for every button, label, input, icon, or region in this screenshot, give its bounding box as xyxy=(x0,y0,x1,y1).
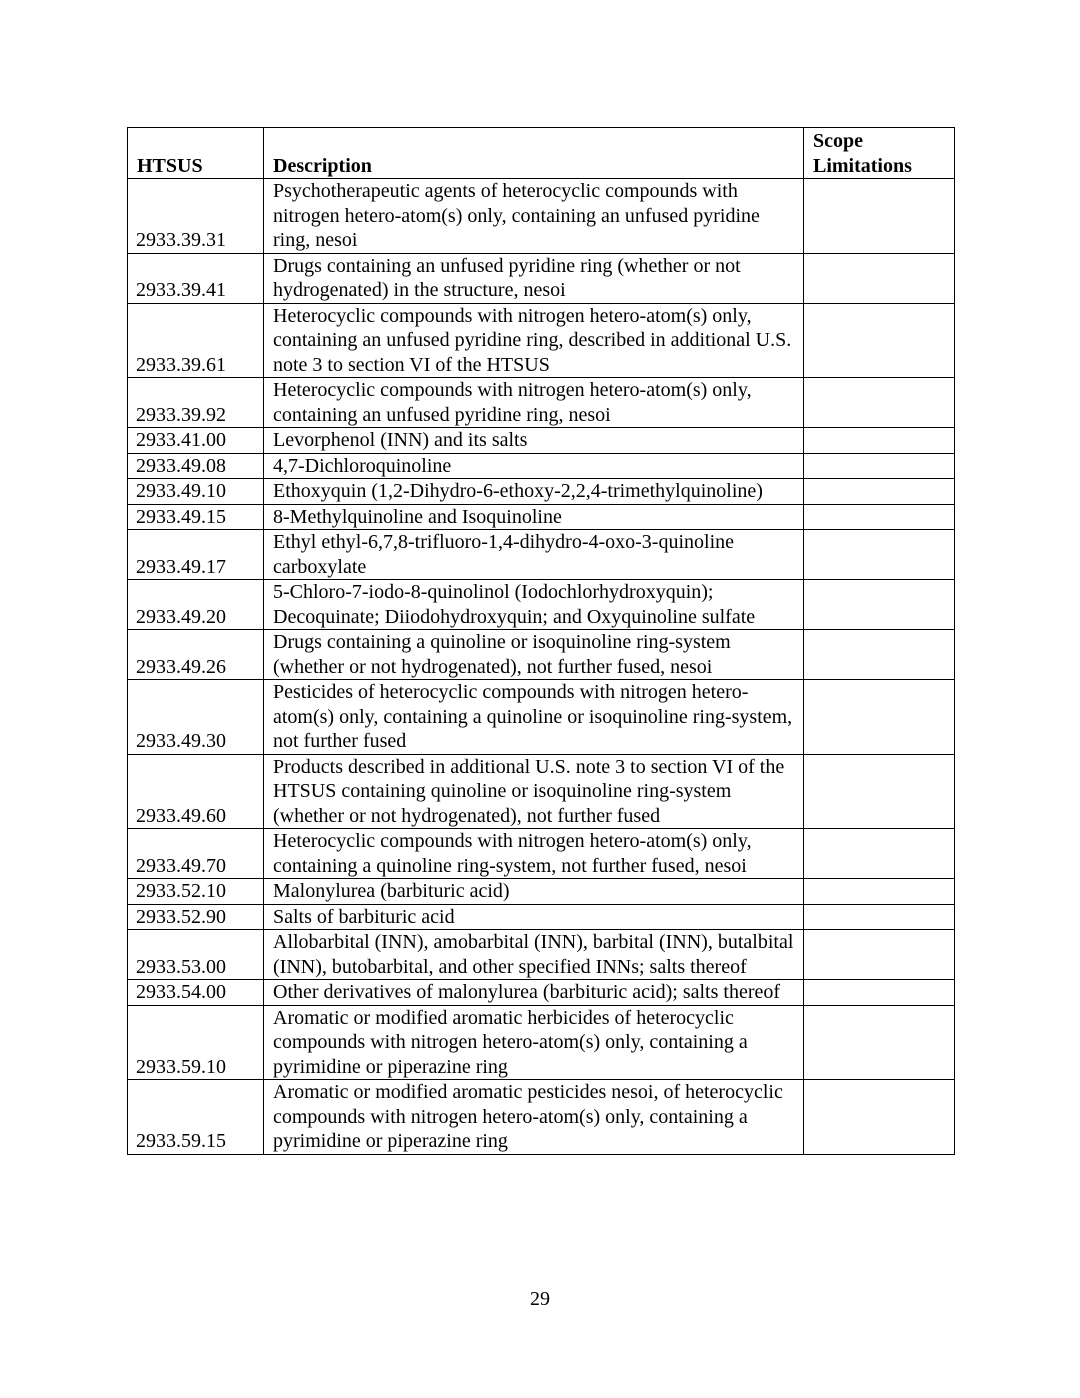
description-cell: Allobarbital (INN), amobarbital (INN), barbital (INN), butalbital (INN), butobarbital, and other specified INNs; salts thereof xyxy=(264,930,804,980)
description-cell: Levorphenol (INN) and its salts xyxy=(264,428,804,454)
scope-cell xyxy=(804,428,955,454)
table-row xyxy=(128,1080,955,1155)
table-row xyxy=(128,303,955,378)
description-cell: Pesticides of heterocyclic compounds with nitrogen hetero-atom(s) only, containing a quinoline or isoquinoline ring-system, not further fused xyxy=(264,680,804,755)
scope-cell xyxy=(804,453,955,479)
table-row xyxy=(128,179,955,254)
htsus-table xyxy=(127,127,955,1155)
description-cell: Drugs containing an unfused pyridine ring (whether or not hydrogenated) in the structure, nesoi xyxy=(264,253,804,303)
page-number: 29 xyxy=(530,1288,550,1310)
scope-cell xyxy=(804,829,955,879)
htsus-code: 2933.52.90 xyxy=(128,904,264,930)
htsus-code: 2933.39.92 xyxy=(128,378,264,428)
description-cell: Other derivatives of malonylurea (barbituric acid); salts thereof xyxy=(264,980,804,1006)
htsus-code: 2933.52.10 xyxy=(128,879,264,905)
htsus-code: 2933.39.61 xyxy=(128,303,264,378)
description-cell: 5-Chloro-7-iodo-8-quinolinol (Iodochlorhydroxyquin); Decoquinate; Diiodohydroxyquin; and Oxyquinoline sulfate xyxy=(264,580,804,630)
htsus-code: 2933.49.70 xyxy=(128,829,264,879)
table-row xyxy=(128,479,955,505)
description-cell: Ethyl ethyl-6,7,8-trifluoro-1,4-dihydro-4-oxo-3-quinoline carboxylate xyxy=(264,530,804,580)
header-htsus: HTSUS xyxy=(128,128,264,179)
description-cell: 8-Methylquinoline and Isoquinoline xyxy=(264,504,804,530)
scope-cell xyxy=(804,1080,955,1155)
table-row xyxy=(128,253,955,303)
table-row xyxy=(128,680,955,755)
scope-cell xyxy=(804,580,955,630)
scope-cell xyxy=(804,680,955,755)
description-cell: Ethoxyquin (1,2-Dihydro-6-ethoxy-2,2,4-trimethylquinoline) xyxy=(264,479,804,505)
table-row xyxy=(128,829,955,879)
htsus-code: 2933.49.60 xyxy=(128,754,264,829)
table-row xyxy=(128,980,955,1006)
description-cell: 4,7-Dichloroquinoline xyxy=(264,453,804,479)
scope-cell xyxy=(804,530,955,580)
table-row xyxy=(128,930,955,980)
htsus-code: 2933.53.00 xyxy=(128,930,264,980)
description-cell: Heterocyclic compounds with nitrogen hetero-atom(s) only, containing a quinoline ring-system, not further fused, nesoi xyxy=(264,829,804,879)
table-row xyxy=(128,904,955,930)
scope-cell xyxy=(804,378,955,428)
scope-cell xyxy=(804,179,955,254)
htsus-code: 2933.49.17 xyxy=(128,530,264,580)
table-row xyxy=(128,453,955,479)
header-scope-limitations: Scope Limitations xyxy=(804,128,955,179)
scope-cell xyxy=(804,980,955,1006)
description-cell: Heterocyclic compounds with nitrogen hetero-atom(s) only, containing an unfused pyridine ring, described in additional U.S. note 3 to section VI of the HTSUS xyxy=(264,303,804,378)
htsus-code: 2933.59.10 xyxy=(128,1005,264,1080)
htsus-code: 2933.39.31 xyxy=(128,179,264,254)
scope-cell xyxy=(804,1005,955,1080)
table-row xyxy=(128,630,955,680)
scope-cell xyxy=(804,930,955,980)
htsus-code: 2933.49.20 xyxy=(128,580,264,630)
table-row xyxy=(128,504,955,530)
htsus-code: 2933.49.15 xyxy=(128,504,264,530)
scope-cell xyxy=(804,253,955,303)
description-cell: Heterocyclic compounds with nitrogen hetero-atom(s) only, containing an unfused pyridine ring, nesoi xyxy=(264,378,804,428)
table-row xyxy=(128,428,955,454)
table-row xyxy=(128,879,955,905)
scope-cell xyxy=(804,904,955,930)
htsus-code: 2933.54.00 xyxy=(128,980,264,1006)
description-cell: Salts of barbituric acid xyxy=(264,904,804,930)
description-cell: Aromatic or modified aromatic pesticides nesoi, of heterocyclic compounds with nitrogen hetero-atom(s) only, containing a pyrimidine or piperazine ring xyxy=(264,1080,804,1155)
header-description: Description xyxy=(264,128,804,179)
scope-cell xyxy=(804,879,955,905)
table-body xyxy=(128,179,955,1155)
htsus-code: 2933.41.00 xyxy=(128,428,264,454)
description-cell: Aromatic or modified aromatic herbicides of heterocyclic compounds with nitrogen hetero-atom(s) only, containing a pyrimidine or piperazine ring xyxy=(264,1005,804,1080)
description-cell: Products described in additional U.S. note 3 to section VI of the HTSUS containing quinoline or isoquinoline ring-system (whether or not hydrogenated), not further fused xyxy=(264,754,804,829)
scope-cell xyxy=(804,504,955,530)
table-row xyxy=(128,580,955,630)
table-header-row xyxy=(128,128,955,179)
table-row xyxy=(128,378,955,428)
htsus-code: 2933.39.41 xyxy=(128,253,264,303)
htsus-code: 2933.49.10 xyxy=(128,479,264,505)
scope-cell xyxy=(804,303,955,378)
table-row xyxy=(128,1005,955,1080)
table-row xyxy=(128,754,955,829)
htsus-code: 2933.49.26 xyxy=(128,630,264,680)
description-cell: Drugs containing a quinoline or isoquinoline ring-system (whether or not hydrogenated), not further fused, nesoi xyxy=(264,630,804,680)
scope-cell xyxy=(804,630,955,680)
description-cell: Psychotherapeutic agents of heterocyclic compounds with nitrogen hetero-atom(s) only, containing an unfused pyridine ring, nesoi xyxy=(264,179,804,254)
table-row xyxy=(128,530,955,580)
htsus-code: 2933.59.15 xyxy=(128,1080,264,1155)
htsus-code: 2933.49.08 xyxy=(128,453,264,479)
scope-cell xyxy=(804,754,955,829)
scope-cell xyxy=(804,479,955,505)
htsus-code: 2933.49.30 xyxy=(128,680,264,755)
description-cell: Malonylurea (barbituric acid) xyxy=(264,879,804,905)
